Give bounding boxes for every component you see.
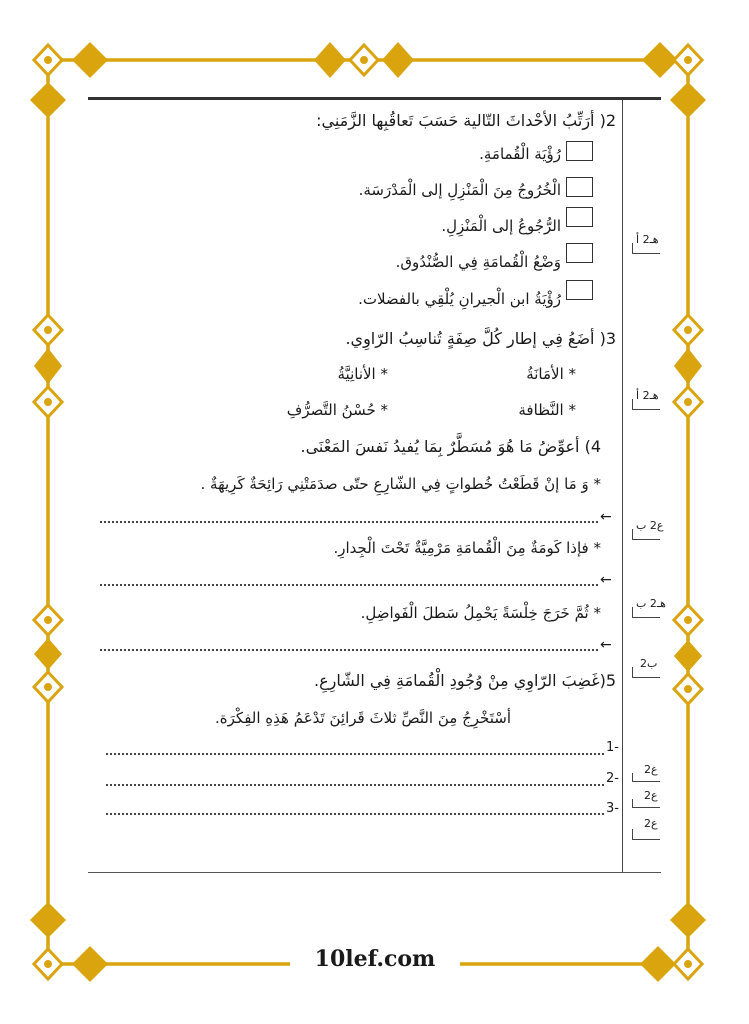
q4-score-1: ع2 ب: [636, 519, 664, 532]
site-watermark: 10lef.com: [290, 946, 460, 972]
q5-score-line-1: [632, 781, 660, 782]
q5-title: 5(غَضِبَ الرّاوِي مِنْ وُجُودِ الْقُمامَةِ فِي الشّارِعِ.: [314, 671, 616, 690]
q5-score-tick-3: [632, 829, 633, 839]
q5-score-main: ب2: [640, 657, 658, 670]
q4-title: 4) أعوِّضُ مَا هُوَ مُسَطَّرٌ بِمَا يُفيدُ نَفسَ المَعْنَى.: [300, 437, 601, 456]
q4-answer-line-1[interactable]: [100, 521, 598, 523]
q5-score-2: ع2: [644, 789, 658, 802]
q3-trait-honesty: * الأمَانَةُ: [526, 365, 576, 383]
q3-title: 3( أضَعُ فِي إطار كُلَّ صِفَةٍ تُناسِبُ الرّاوِي.: [345, 329, 616, 348]
q5-score-line-main: [632, 677, 660, 678]
q2-item-4: وَضْعُ الْقُمامَةِ فِي الصُّنْدُوق.: [395, 253, 561, 271]
q2-score-tick: [632, 243, 633, 253]
q5-answer-label-1: -1: [606, 740, 619, 755]
q5-instruction: أسْتَخْرِجُ مِنَ النَّصِّ ثلاثَ قَرائِنَ تَدْعَمُ هَذِهِ الفِكْرَة.: [215, 709, 511, 727]
q5-score-tick-1: [632, 773, 633, 781]
q4-sentence-3: * ثُمَّ خَرَجَ خِلْسَةً يَحْمِلُ سَطلَ الْفَواضِلِ.: [360, 604, 601, 622]
q2-item-3: الرُّجُوعُ إلى الْمَنْزِلِ.: [441, 217, 561, 235]
bottom-rule: [88, 872, 661, 873]
order-box-1[interactable]: [566, 141, 593, 161]
q4-score-tick-1: [632, 529, 633, 539]
q4-arrow-1: ←: [600, 509, 612, 525]
q4-score-line-2: [632, 617, 660, 618]
q4-answer-line-3[interactable]: [100, 649, 598, 651]
q3-score-tick: [632, 399, 633, 409]
q5-answer-line-3[interactable]: [106, 813, 604, 815]
score-column-divider: [622, 100, 623, 872]
q4-answer-line-2[interactable]: [100, 584, 598, 586]
order-box-5[interactable]: [566, 280, 593, 300]
q4-score-line-1: [632, 539, 660, 540]
q5-answer-label-2: -2: [606, 771, 619, 786]
q5-score-line-3: [632, 839, 660, 840]
q4-sentence-1: * وَ مَا إنْ قَطَعْتُ خُطواتٍ فِي الشّارِعِ حتّى صدَمَتْنِي رَائِحَةٌ كَرِيهَةٌ .: [200, 475, 601, 493]
q4-score-tick-2: [632, 607, 633, 617]
q5-score-tick-main: [632, 667, 633, 677]
q2-item-2: الْخُرُوجُ مِنَ الْمَنْزِلِ إلى الْمَدْرَسَة.: [358, 181, 561, 199]
order-box-4[interactable]: [566, 243, 593, 263]
q2-item-1: رُؤْيَة الْقُمامَةِ.: [479, 145, 561, 163]
q2-score: هـ2 أ: [636, 233, 659, 246]
q2-item-5: رُؤْيَةُ ابن الْجيرانِ يُلْقِي بالفضلات.: [358, 290, 561, 308]
q4-arrow-3: ←: [600, 637, 612, 653]
q2-score-line: [632, 253, 660, 254]
q5-score-3: ع2: [644, 817, 658, 830]
q5-score-1: ع2: [644, 763, 658, 776]
q5-score-line-2: [632, 807, 660, 808]
worksheet: [88, 97, 666, 875]
q5-score-tick-2: [632, 799, 633, 807]
q3-trait-good-conduct: * حُسْنُ التَّصرُّفِ: [286, 401, 388, 419]
q5-answer-line-1[interactable]: [106, 753, 604, 755]
q4-score-2: هـ2 ب: [636, 597, 666, 610]
q3-trait-selfishness: * الأنانِيَّةُ: [337, 365, 388, 383]
q3-score: هـ2 أ: [636, 389, 659, 402]
q4-arrow-2: ←: [600, 572, 612, 588]
q5-answer-label-3: -3: [606, 801, 619, 816]
q3-trait-cleanliness: * النَّظافة: [518, 401, 576, 419]
order-box-3[interactable]: [566, 207, 593, 227]
q4-sentence-2: * فإذا كَومَةٌ مِنَ الْقُمامَةِ مَرْمِيَّةٌ تَحْتَ الْجِدارِ.: [333, 539, 601, 557]
q2-title: 2( أرَتِّبُ الأحْداثَ التّالية حَسَبَ تَعاقُبِها الزَّمَنِي:: [316, 111, 616, 130]
q3-score-line: [632, 409, 660, 410]
top-rule: [88, 97, 661, 100]
q5-answer-line-2[interactable]: [106, 784, 604, 786]
order-box-2[interactable]: [566, 177, 593, 197]
